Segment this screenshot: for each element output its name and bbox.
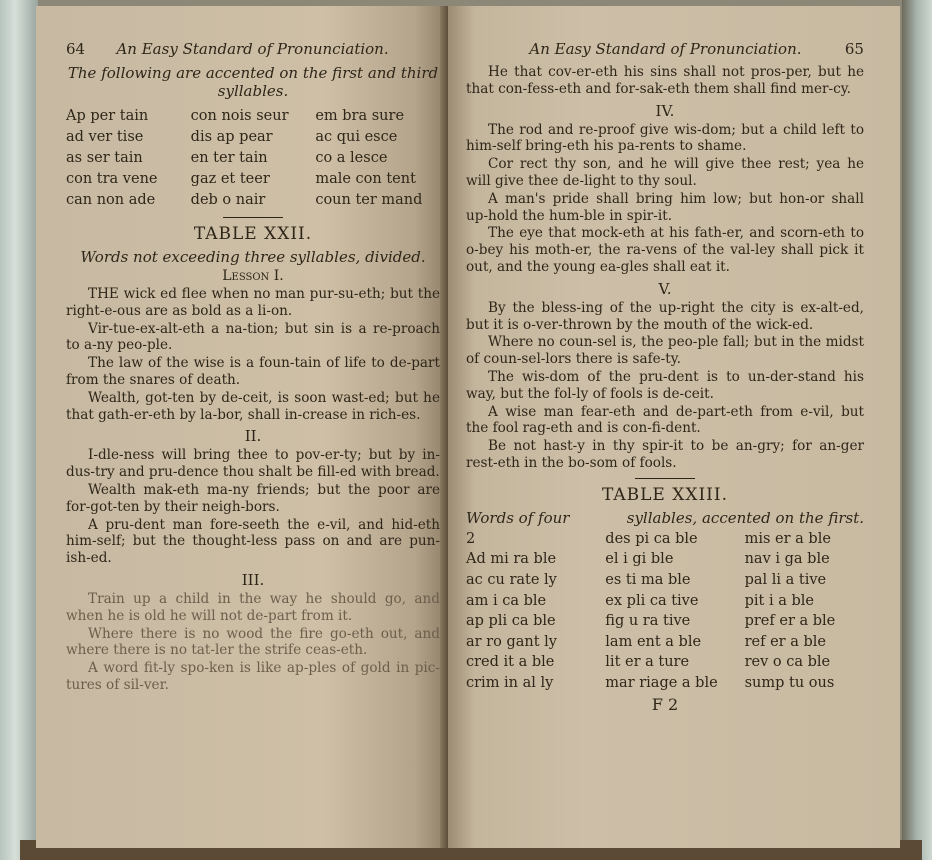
section-heading-ii: II.	[244, 427, 262, 446]
paragraph: Where there is no wood the fire go-eth out, and where there is no tat-ler the strife ceas-eth.	[66, 625, 440, 659]
accent-word: male con tent	[315, 171, 416, 187]
left-running-header	[66, 40, 440, 58]
accent-word: em bra sure	[315, 108, 405, 124]
paragraph: Vir-tue-ex-alt-eth a na-tion; but sin is a re-proach to a-ny peo-ple.	[66, 320, 440, 354]
table-xxiii-subtitle	[466, 509, 864, 527]
paragraph: A pru-dent man fore-seeth the e-vil, and hid-eth him-self; but the thought-less pass on and are pun-ish-ed.	[66, 516, 440, 567]
paragraph: A man's pride shall bring him low; but hon-or shall up-hold the hum-ble in spir-it.	[466, 190, 864, 224]
table-xxii-title: TABLE XXII.	[193, 224, 313, 244]
lesson-title: Lesson I.	[222, 268, 284, 284]
paragraph: The rod and re-proof give wis-dom; but a child left to him-self bring-eth his pa-rents to shame.	[466, 121, 864, 155]
paragraph: Be not hast-y in thy spir-it to be an-gry; for an-ger rest-eth in the bo-som of fools.	[466, 438, 864, 471]
table-word: fig u ra tive	[605, 613, 691, 630]
left-page-number: 64	[66, 40, 86, 58]
table-xxiii-title: TABLE XXIII.	[601, 484, 729, 505]
paragraph: Cor rect thy son, and he will give thee rest; yea he will give thee de-light to thy soul.	[466, 156, 864, 189]
accent-word: en ter tain	[190, 150, 268, 166]
table-xxii-subtitle: Words not exceeding three syllables, divided.	[80, 248, 426, 266]
section-heading-iv: IV.	[655, 101, 675, 120]
accent-word: deb o nair	[190, 192, 266, 208]
table-word: ex pli ca tive	[605, 592, 699, 609]
table-word: el i gi ble	[605, 551, 674, 568]
display-glass-right	[902, 0, 932, 860]
table-word: rev o ca ble	[744, 654, 831, 671]
lesson-3-text	[66, 591, 440, 694]
accent-word: dis ap pear	[190, 129, 273, 145]
section-rule-right	[635, 478, 695, 479]
left-page	[36, 6, 448, 848]
paragraph: The eye that mock-eth at his fath-er, and scorn-eth to o-bey his moth-er, the ra-vens of the val-ley shall pick it out, and the young ea-gles shall eat it.	[466, 225, 864, 275]
table-word: crim in al ly	[466, 674, 554, 691]
lesson-2-text	[66, 447, 440, 567]
table-word: des pi ca ble	[605, 530, 698, 547]
paragraph: THE wick ed flee when no man pur-su-eth; but the right-e-ous are as bold as a li-on.	[66, 286, 440, 319]
accent-word: con nois seur	[190, 108, 289, 124]
table-xxiii-subtitle-right: syllables, accented on the first.	[626, 508, 864, 527]
table-word: nav i ga ble	[744, 551, 830, 568]
table-word: pal li a tive	[744, 571, 827, 588]
table-word: cred it a ble	[466, 654, 555, 671]
table-word: pref er a ble	[744, 613, 836, 630]
table-word: pit i a ble	[744, 592, 814, 609]
accent-word: can non ade	[66, 192, 156, 208]
right-page	[448, 6, 900, 848]
paragraph: The wis-dom of the pru-dent is to un-der-stand his way, but the fol-ly of fools is de-ceit.	[466, 368, 864, 402]
four-syllable-word-grid	[466, 529, 864, 694]
paragraph: Train up a child in the way he should go, and when he is old he will not de-part from it.	[66, 590, 440, 624]
signature-mark: F 2	[651, 695, 679, 715]
table-word: lit er a ture	[605, 654, 690, 671]
accent-word: con tra vene	[66, 171, 158, 187]
table-word: 2	[466, 530, 476, 547]
table-word: lam ent a ble	[605, 633, 702, 650]
paragraph: I-dle-ness will bring thee to pov-er-ty; but by in-dus-try and pru-dence thou shalt be fill-ed with bread.	[66, 447, 440, 481]
table-word: ac cu rate ly	[466, 571, 557, 588]
paragraph: By the bless-ing of the up-right the city is ex-alt-ed, but it is o-ver-thrown by the mouth of the wick-ed.	[466, 299, 864, 333]
lesson-5-text	[466, 300, 864, 472]
accent-word: Ap per tain	[66, 108, 149, 124]
section-heading-iii: III.	[241, 570, 265, 589]
right-running-header	[466, 40, 864, 58]
accent-word: coun ter mand	[315, 192, 423, 208]
accent-word: as ser tain	[66, 150, 143, 166]
section-heading-v: V.	[658, 279, 672, 298]
accent-word: gaz et teer	[190, 171, 270, 187]
right-page-number: 65	[844, 40, 864, 58]
accent-caption: The following are accented on the first and third syllables.	[67, 64, 439, 100]
table-word: ref er a ble	[744, 633, 826, 650]
paragraph: Where no coun-sel is, the peo-ple fall; but in the midst of coun-sel-lors there is safe-ty.	[466, 334, 864, 368]
table-xxiii-subtitle-left: Words of four	[466, 508, 570, 527]
accent-word: ac qui esce	[315, 129, 398, 145]
left-running-title: An Easy Standard of Pronunciation.	[116, 40, 389, 58]
display-glass-left	[0, 0, 38, 860]
paragraph: The law of the wise is a foun-tain of life to de-part from the snares of death.	[66, 355, 440, 388]
paragraph: He that cov-er-eth his sins shall not pros-per, but he that con-fess-eth and for-sak-eth them shall find mer-cy.	[466, 64, 864, 97]
table-word: Ad mi ra ble	[466, 551, 557, 568]
paragraph: A word fit-ly spo-ken is like ap-ples of gold in pic-tures of sil-ver.	[66, 660, 440, 693]
section-rule	[223, 217, 283, 218]
table-word: ar ro gant ly	[466, 633, 557, 650]
table-word: mar riage a ble	[605, 674, 718, 691]
paragraph: A wise man fear-eth and de-part-eth from e-vil, but the fool rag-eth and is con-fi-dent.	[466, 403, 864, 437]
paragraph: Wealth, got-ten by de-ceit, is soon wast-ed; but he that gath-er-eth by la-bor, shall in-crease in rich-es.	[66, 389, 440, 423]
lesson-1-text	[66, 286, 440, 423]
right-running-title: An Easy Standard of Pronunciation.	[529, 40, 802, 58]
paragraph: Wealth mak-eth ma-ny friends; but the poor are for-got-ten by their neigh-bors.	[66, 481, 440, 515]
table-word: mis er a ble	[744, 530, 831, 547]
table-word: sump tu ous	[744, 674, 835, 691]
accent-word: co a lesce	[315, 150, 388, 166]
table-word: am i ca ble	[466, 592, 547, 609]
accent-word-grid	[66, 106, 440, 211]
table-word: es ti ma ble	[605, 571, 691, 588]
lesson-4-text	[466, 122, 864, 276]
table-word: ap pli ca ble	[466, 613, 556, 630]
intro-text	[466, 64, 864, 98]
accent-word: ad ver tise	[66, 129, 144, 145]
